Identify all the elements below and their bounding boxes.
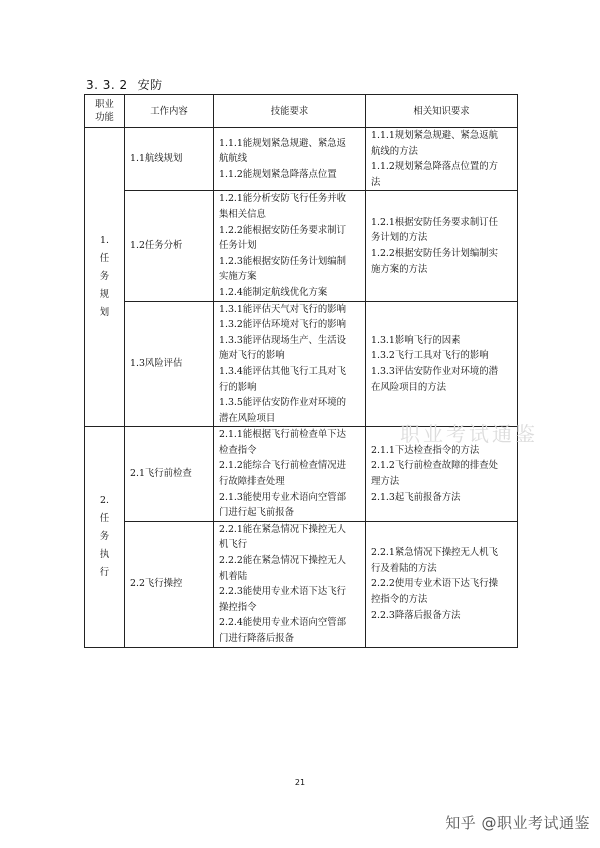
header-function: 职业 功能	[85, 95, 125, 128]
section-heading	[86, 76, 163, 93]
work-content-cell: 1.2任务分析	[125, 191, 214, 301]
table-row	[85, 128, 518, 191]
page-number: 21	[294, 778, 306, 787]
skill-cell: 2.1.1能根据飞行前检查单下达 检查指令 2.1.2能综合飞行前检查情况进 行故障排查处理 2.1.3能使用专业术语向空管部 门进行起飞前报备	[214, 427, 366, 522]
requirements-table	[84, 94, 518, 648]
work-content-cell: 2.2飞行操控	[125, 521, 214, 647]
work-content-cell: 2.1飞行前检查	[125, 427, 214, 522]
table-header-row	[85, 95, 518, 128]
skill-cell: 1.1.1能规划紧急规避、紧急返 航航线 1.1.2能规划紧急降落点位置	[214, 128, 366, 191]
watermark-footer: 知乎 @职业考试通鉴	[445, 814, 590, 832]
work-content-cell: 1.1航线规划	[125, 128, 214, 191]
section-title: 安防	[137, 78, 163, 92]
knowledge-cell: 2.2.1紧急情况下操控无人机飞 行及着陆的方法 2.2.2使用专业术语下达飞行操 控指令的方法 2.2.3降落后报备方法	[366, 521, 518, 647]
skill-cell: 1.2.1能分析安防飞行任务并收 集相关信息 1.2.2能根据安防任务要求制订 任务计划 1.2.3能根据安防任务计划编制 实施方案 1.2.4能制定航线优化方案	[214, 191, 366, 301]
section-number: 3. 3. 2	[86, 78, 128, 92]
function-cell: 2. 任 务 执 行	[85, 427, 125, 647]
work-content-cell: 1.3风险评估	[125, 301, 214, 427]
knowledge-cell: 1.2.1根据安防任务要求制订任 务计划的方法 1.2.2根据安防任务计划编制实 施方案的方法	[366, 191, 518, 301]
skill-cell: 1.3.1能评估天气对飞行的影响 1.3.2能评估环境对飞行的影响 1.3.3能评估现场生产、生活设 施对飞行的影响 1.3.4能评估其他飞行工具对飞 行的影响 1.3.5能评估安防作业对环境的 潜在风险项目	[214, 301, 366, 427]
knowledge-cell: 2.1.1下达检查指令的方法 2.1.2飞行前检查故障的排查处 理方法 2.1.3起飞前报备方法	[366, 427, 518, 522]
knowledge-cell: 1.1.1规划紧急规避、紧急返航 航线的方法 1.1.2规划紧急降落点位置的方 法	[366, 128, 518, 191]
table-row	[85, 521, 518, 647]
knowledge-cell: 1.3.1影响飞行的因素 1.3.2飞行工具对飞行的影响 1.3.3评估安防作业对环境的潜 在风险项目的方法	[366, 301, 518, 427]
header-work-content: 工作内容	[125, 95, 214, 128]
header-skill-requirements: 技能要求	[214, 95, 366, 128]
table-row	[85, 301, 518, 427]
function-cell: 1. 任 务 规 划	[85, 128, 125, 427]
skill-cell: 2.2.1能在紧急情况下操控无人 机飞行 2.2.2能在紧急情况下操控无人 机着陆 2.2.3能使用专业术语下达飞行 操控指令 2.2.4能使用专业术语向空管部 门进行降落后报备	[214, 521, 366, 647]
watermark-overlay: 职业考试通鉴	[400, 422, 538, 446]
header-knowledge-requirements: 相关知识要求	[366, 95, 518, 128]
table-row	[85, 191, 518, 301]
